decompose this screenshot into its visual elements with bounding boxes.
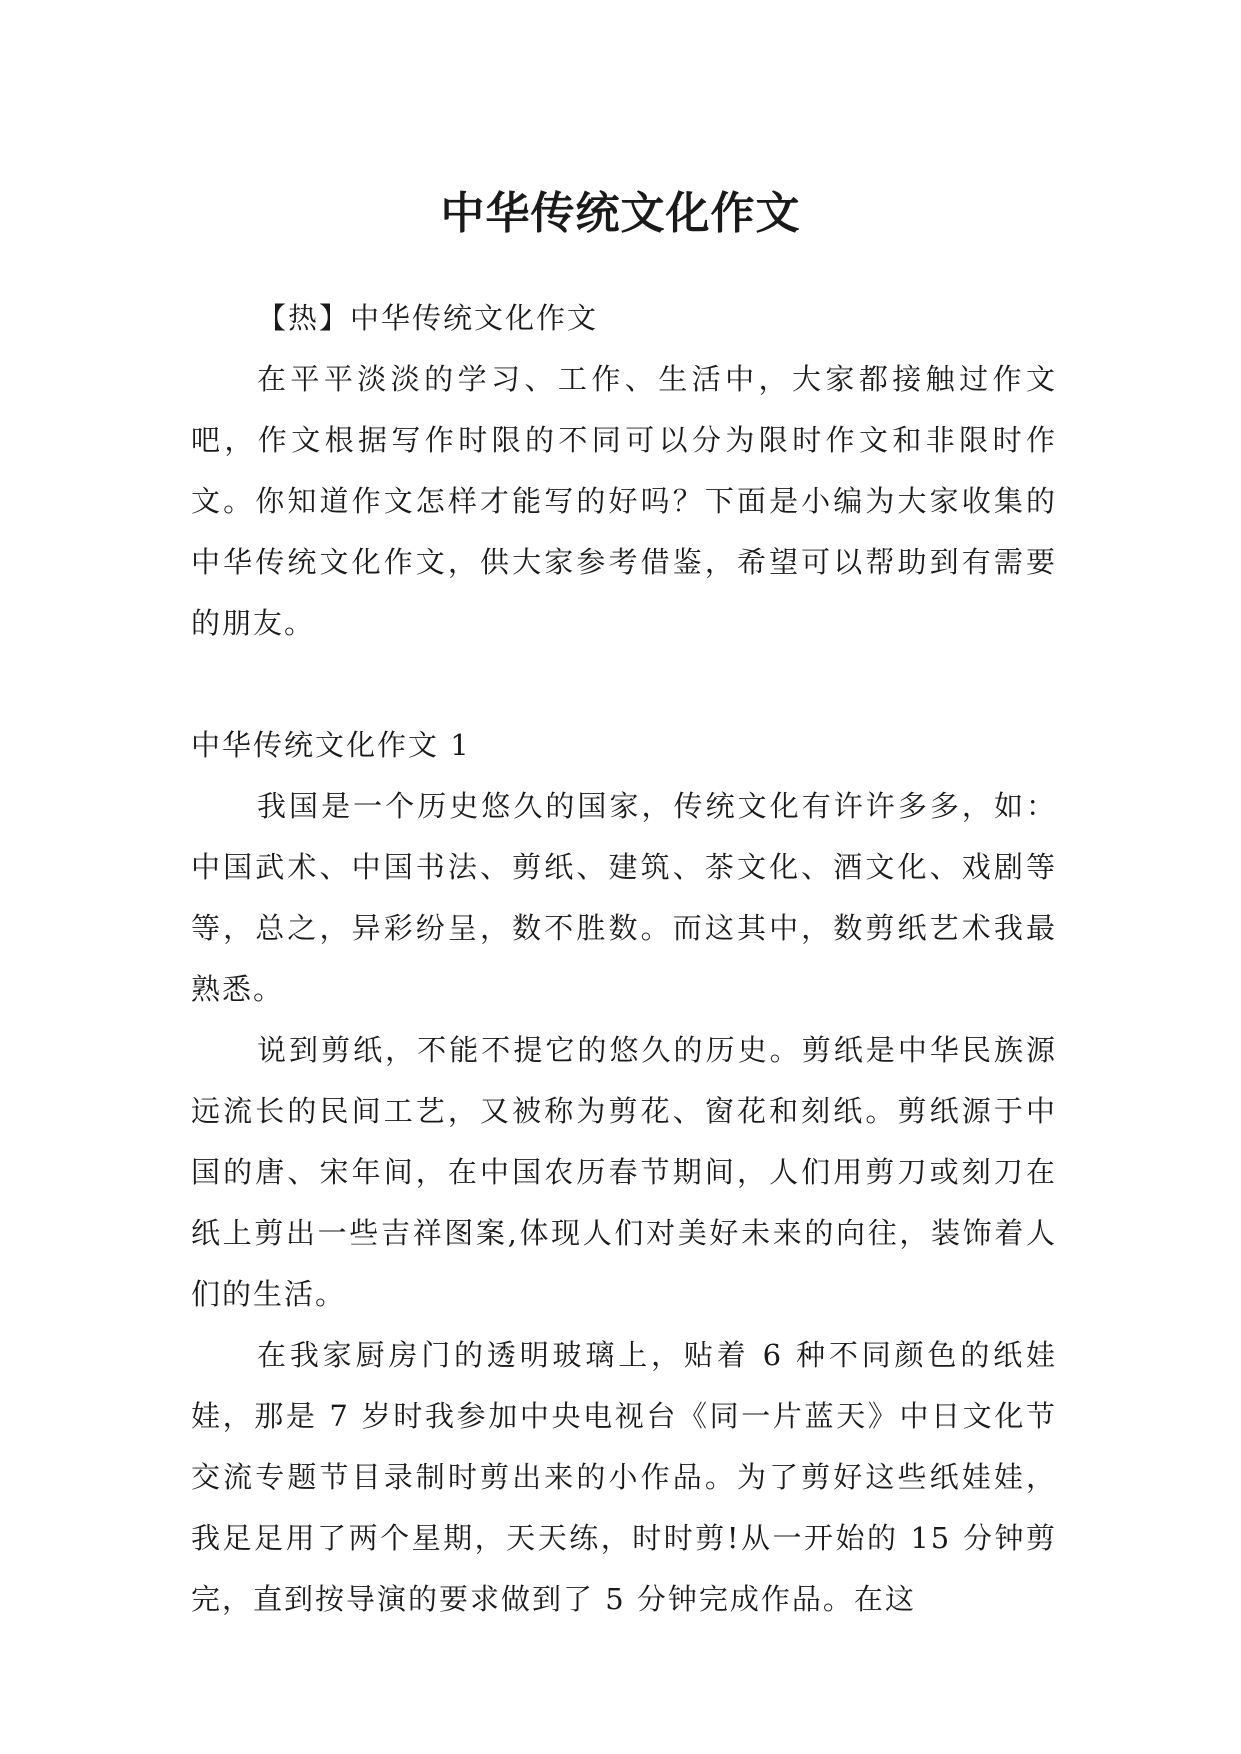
section-heading: 中华传统文化作文 1 — [191, 728, 471, 762]
section-spacer — [191, 654, 1057, 715]
subtitle-line: 【热】中华传统文化作文 — [257, 301, 599, 335]
intro-paragraph: 在平平淡淡的学习、工作、生活中，大家都接触过作文吧，作文根据写作时限的不同可以分为限时作文和非限时作文。你知道作文怎样才能写的好吗？下面是小编为大家收集的中华传统文化作文，供大家参考借鉴，希望可以帮助到有需要的朋友。 — [191, 362, 1057, 640]
body-paragraph: 在我家厨房门的透明玻璃上，贴着 6 种不同颜色的纸娃娃，那是 7 岁时我参加中央电视台《同一片蓝天》中日文化节交流专题节目录制时剪出来的小作品。为了剪好这些纸娃娃，我足足用了两个星期，天天练，时时剪!从一开始的 15 分钟剪完，直到按导演的要求做到了 5 分钟完成作品。在这 — [191, 1338, 1057, 1616]
body-paragraph: 说到剪纸，不能不提它的悠久的历史。剪纸是中华民族源远流长的民间工艺，又被称为剪花、窗花和刻纸。剪纸源于中国的唐、宋年间，在中国农历春节期间，人们用剪刀或刻刀在纸上剪出一些吉祥图案,体现人们对美好未来的向往，装饰着人们的生活。 — [191, 1033, 1057, 1311]
document-body — [191, 288, 1057, 1630]
document-title: 中华传统文化作文 — [440, 188, 801, 240]
body-paragraph: 我国是一个历史悠久的国家，传统文化有许许多多，如：中国武术、中国书法、剪纸、建筑、茶文化、酒文化、戏剧等等，总之，异彩纷呈，数不胜数。而这其中，数剪纸艺术我最熟悉。 — [191, 789, 1057, 1006]
